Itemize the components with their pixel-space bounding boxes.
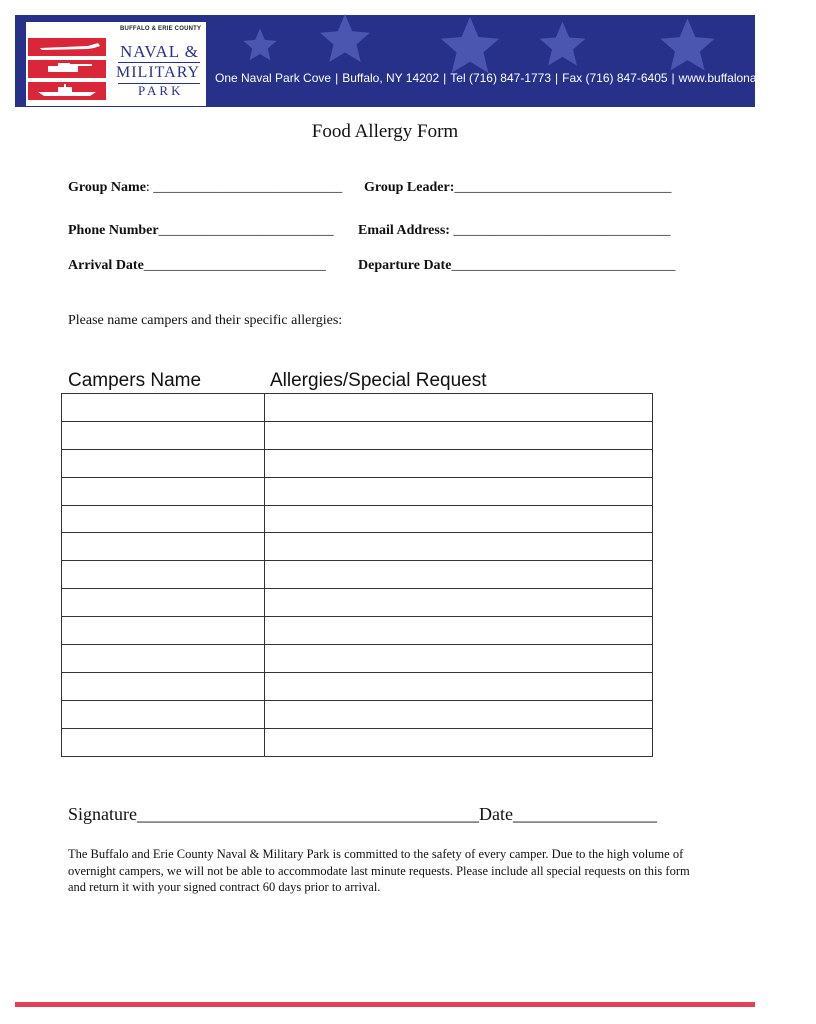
allergies-header: Allergies/Special Request <box>270 370 487 391</box>
ship-stripe <box>28 82 106 100</box>
camper-name-cell[interactable] <box>62 421 265 449</box>
phone-field[interactable]: _________________________ <box>158 223 334 238</box>
group-name-field[interactable]: : ___________________________ <box>145 180 343 195</box>
table-row <box>62 505 653 533</box>
tank-stripe <box>28 60 106 78</box>
jet-stripe <box>28 38 106 56</box>
city-text: Buffalo, NY 14202 <box>342 71 440 85</box>
campers-name-header: Campers Name <box>68 370 202 391</box>
star-icon <box>655 13 720 78</box>
allergy-cell[interactable] <box>265 728 653 756</box>
allergy-cell[interactable] <box>265 449 653 477</box>
table-row <box>62 645 653 673</box>
camper-name-cell[interactable] <box>62 617 265 645</box>
star-icon <box>240 25 280 65</box>
camper-name-cell[interactable] <box>62 672 265 700</box>
website-text: www.buffalonavalpark.org <box>678 71 816 85</box>
table-row <box>62 533 653 561</box>
group-leader-field[interactable]: _______________________________ <box>454 180 672 195</box>
table-row <box>62 589 653 617</box>
allergy-cell[interactable] <box>265 533 653 561</box>
camper-name-cell[interactable] <box>62 561 265 589</box>
signature-field[interactable]: ______________________________________ <box>137 804 479 824</box>
group-name-label: Group Name <box>68 180 146 195</box>
camper-name-cell[interactable] <box>62 645 265 673</box>
allergy-cell[interactable] <box>265 561 653 589</box>
allergy-cell[interactable] <box>265 421 653 449</box>
departure-row <box>358 258 675 274</box>
email-row <box>358 223 670 239</box>
camper-name-cell[interactable] <box>62 449 265 477</box>
policy-note: The Buffalo and Erie County Naval & Military Park is committed to the safety of every camper. Due to the high volume of overnight campers, we will not be able to accommodate last minute requests. Please include all special requests on this form and return it with your signed contract 60 days prior to arrival. <box>68 847 690 894</box>
footer-bar <box>15 1002 755 1007</box>
table-row <box>62 394 653 422</box>
signature-row <box>68 804 657 825</box>
allergy-cell[interactable] <box>265 589 653 617</box>
star-icon <box>535 17 590 72</box>
date-field[interactable]: ________________ <box>512 804 657 824</box>
logo-divider <box>118 62 200 63</box>
logo-line-naval: NAVAL & <box>120 42 199 61</box>
campers-table <box>61 393 653 757</box>
allergy-cell[interactable] <box>265 394 653 422</box>
fax-text: Fax (716) 847-6405 <box>562 71 668 85</box>
allergy-cell[interactable] <box>265 700 653 728</box>
park-logo <box>26 22 206 106</box>
table-row <box>62 477 653 505</box>
form-title: Food Allergy Form <box>311 121 459 142</box>
table-row <box>62 617 653 645</box>
camper-name-cell[interactable] <box>62 700 265 728</box>
table-row <box>62 700 653 728</box>
arrival-field[interactable]: __________________________ <box>143 258 326 273</box>
allergy-cell[interactable] <box>265 477 653 505</box>
group-leader-label: Group Leader: <box>364 180 455 195</box>
group-leader-row <box>364 180 671 196</box>
arrival-label: Arrival Date <box>68 258 144 273</box>
allergy-cell[interactable] <box>265 672 653 700</box>
group-name-row <box>68 180 342 196</box>
allergy-cell[interactable] <box>265 617 653 645</box>
tel-text: Tel (716) 847-1773 <box>450 71 552 85</box>
table-row <box>62 728 653 756</box>
allergy-cell[interactable] <box>265 645 653 673</box>
table-row <box>62 421 653 449</box>
logo-line-park: PARK <box>138 83 184 98</box>
phone-label: Phone Number <box>68 223 159 238</box>
camper-name-cell[interactable] <box>62 533 265 561</box>
date-label: Date <box>479 804 513 824</box>
camper-name-cell[interactable] <box>62 589 265 617</box>
star-icon <box>315 9 375 69</box>
logo-line-military: MILITARY <box>116 64 201 81</box>
email-label: Email Address: <box>358 223 450 238</box>
table-row <box>62 449 653 477</box>
table-row <box>62 561 653 589</box>
contact-line: One Naval Park Cove | Buffalo, NY 14202 | Tel (716) 847-1773 | Fax (716) 847-6405 | www.buffalonavalpark.org <box>215 71 816 85</box>
camper-name-cell[interactable] <box>62 394 265 422</box>
phone-row <box>68 223 334 239</box>
camper-name-cell[interactable] <box>62 477 265 505</box>
email-field[interactable]: _______________________________ <box>449 223 671 238</box>
departure-label: Departure Date <box>358 258 452 273</box>
address-text: One Naval Park Cove <box>215 71 332 85</box>
logo-top-text: BUFFALO & ERIE COUNTY <box>120 26 202 32</box>
departure-field[interactable]: ________________________________ <box>451 258 676 273</box>
camper-prompt: Please name campers and their specific allergies: <box>68 313 343 328</box>
camper-name-cell[interactable] <box>62 505 265 533</box>
camper-name-cell[interactable] <box>62 728 265 756</box>
arrival-row <box>68 258 326 274</box>
table-row <box>62 672 653 700</box>
signature-label: Signature <box>68 804 137 824</box>
allergy-cell[interactable] <box>265 505 653 533</box>
